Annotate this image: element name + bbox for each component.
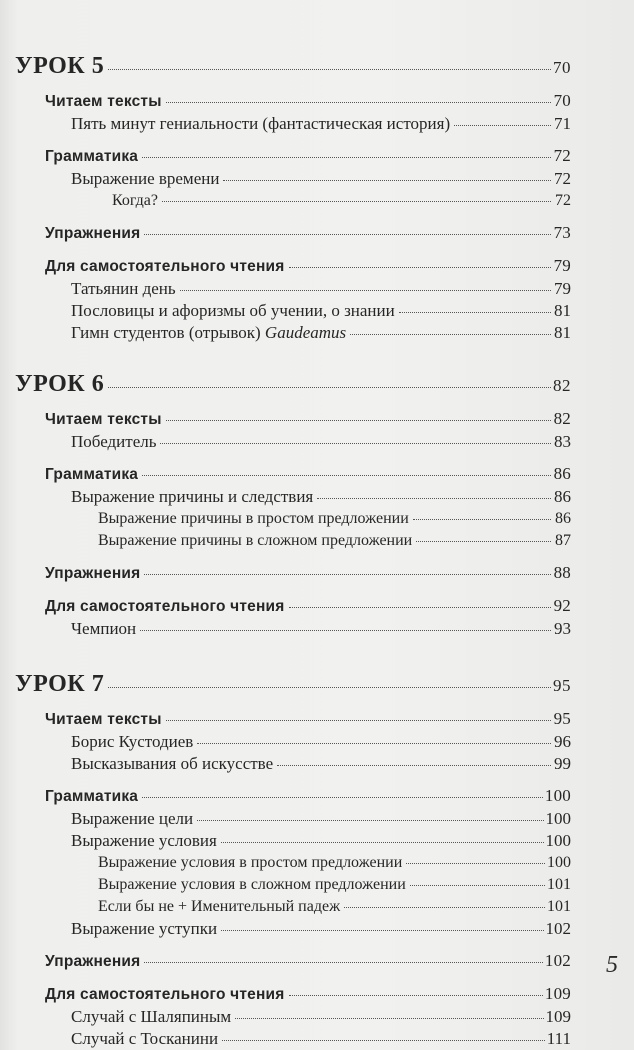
leader-dots bbox=[108, 69, 551, 70]
page-ref: 82 bbox=[553, 409, 571, 428]
item-title: Выражение условия в простом предложении bbox=[98, 854, 403, 871]
leader-dots bbox=[223, 180, 551, 181]
leader-dots bbox=[416, 541, 551, 542]
page-ref: 72 bbox=[555, 192, 571, 209]
page-ref: 79 bbox=[554, 279, 571, 298]
item-title-text: Гимн студентов (отрывок) bbox=[71, 323, 261, 342]
toc-subitem bbox=[15, 852, 571, 874]
toc-section bbox=[15, 222, 571, 245]
item-title: Если бы не + Именительный падеж bbox=[98, 898, 341, 915]
lesson-title: УРОК 7 bbox=[15, 671, 105, 697]
leader-dots bbox=[162, 201, 551, 202]
page-ref: 70 bbox=[553, 58, 571, 77]
section-title: Читаем тексты bbox=[45, 411, 162, 428]
leader-dots bbox=[289, 267, 552, 268]
toc-section bbox=[15, 408, 571, 431]
leader-dots bbox=[166, 102, 551, 103]
page-ref: 100 bbox=[544, 786, 571, 805]
toc-section bbox=[15, 708, 571, 731]
toc-section bbox=[15, 145, 571, 168]
toc-section bbox=[15, 950, 571, 973]
toc-section bbox=[15, 562, 571, 585]
page-ref: 86 bbox=[553, 464, 571, 483]
lesson-title: УРОК 5 bbox=[15, 53, 105, 79]
toc-lesson-heading bbox=[15, 670, 571, 700]
toc-item bbox=[15, 168, 571, 190]
toc-subitem bbox=[15, 896, 571, 918]
section-title: Упражнения bbox=[45, 953, 141, 970]
leader-dots bbox=[317, 498, 551, 499]
toc-subitem bbox=[15, 530, 571, 552]
leader-dots bbox=[399, 312, 551, 313]
leader-dots bbox=[142, 797, 543, 798]
leader-dots bbox=[410, 885, 545, 886]
page-ref: 100 bbox=[545, 809, 571, 828]
leader-dots bbox=[454, 125, 551, 126]
leader-dots bbox=[197, 743, 551, 744]
page-ref: 72 bbox=[553, 146, 571, 165]
toc-subitem bbox=[15, 874, 571, 896]
toc-item bbox=[15, 1028, 571, 1050]
toc-item bbox=[15, 808, 571, 830]
toc-item bbox=[15, 278, 571, 300]
page-ref: 79 bbox=[553, 256, 571, 275]
item-title: Выражение причины в сложном предложении bbox=[98, 532, 413, 549]
item-title: Борис Кустодиев bbox=[71, 732, 194, 751]
item-title: Случай с Тосканини bbox=[71, 1029, 219, 1048]
page-ref: 81 bbox=[554, 323, 571, 342]
toc-item bbox=[15, 918, 571, 940]
leader-dots bbox=[166, 720, 551, 721]
leader-dots bbox=[142, 475, 551, 476]
toc-lesson-heading bbox=[15, 370, 571, 400]
page-ref: 73 bbox=[553, 223, 571, 242]
toc-subitem bbox=[15, 508, 571, 530]
page-ref: 96 bbox=[554, 732, 571, 751]
leader-dots bbox=[221, 930, 543, 931]
lesson-5-block bbox=[15, 52, 571, 344]
page-ref: 102 bbox=[545, 919, 571, 938]
toc-section bbox=[15, 785, 571, 808]
page-ref: 111 bbox=[546, 1029, 571, 1048]
leader-dots bbox=[180, 290, 551, 291]
item-title: Выражение уступки bbox=[71, 919, 218, 938]
page-ref: 86 bbox=[554, 487, 571, 506]
toc-item bbox=[15, 618, 571, 640]
section-title: Упражнения bbox=[45, 565, 141, 582]
leader-dots bbox=[140, 630, 551, 631]
leader-dots bbox=[344, 907, 545, 908]
leader-dots bbox=[235, 1018, 543, 1019]
page-ref: 82 bbox=[553, 376, 571, 395]
page-ref: 95 bbox=[553, 709, 571, 728]
page-ref: 70 bbox=[553, 91, 571, 110]
toc-item bbox=[15, 322, 571, 344]
section-title: Грамматика bbox=[45, 788, 139, 805]
page-ref: 81 bbox=[554, 301, 571, 320]
leader-dots bbox=[221, 842, 544, 843]
item-title: Чемпион bbox=[71, 619, 137, 638]
toc-item bbox=[15, 753, 571, 775]
page-ref: 99 bbox=[554, 754, 571, 773]
section-title: Для самостоятельного чтения bbox=[45, 598, 285, 615]
section-title: Читаем тексты bbox=[45, 93, 162, 110]
toc-item bbox=[15, 113, 571, 135]
leader-dots bbox=[277, 765, 551, 766]
section-title: Грамматика bbox=[45, 466, 139, 483]
page-ref: 101 bbox=[547, 898, 571, 915]
leader-dots bbox=[413, 519, 551, 520]
item-title: Случай с Шаляпиным bbox=[71, 1007, 232, 1026]
leader-dots bbox=[222, 1040, 545, 1041]
item-title: Высказывания об искусстве bbox=[71, 754, 274, 773]
item-title: Когда? bbox=[112, 192, 158, 209]
item-title: Выражение причины в простом предложении bbox=[98, 510, 409, 527]
item-title: Пять минут гениальности (фантастическая история) bbox=[71, 114, 451, 133]
toc-section bbox=[15, 983, 571, 1006]
section-title: Читаем тексты bbox=[45, 711, 162, 728]
leader-dots bbox=[406, 863, 545, 864]
lesson-6-block bbox=[15, 370, 571, 640]
toc-item bbox=[15, 486, 571, 508]
lesson-7-block bbox=[15, 670, 571, 1050]
page-ref: 109 bbox=[544, 984, 571, 1003]
item-title: Татьянин день bbox=[71, 279, 176, 298]
toc-item bbox=[15, 1006, 571, 1028]
toc-subitem bbox=[15, 190, 571, 212]
leader-dots bbox=[144, 234, 551, 235]
page-ref: 88 bbox=[553, 563, 571, 582]
item-title bbox=[71, 322, 348, 344]
page-ref: 100 bbox=[547, 854, 571, 871]
page-ref: 100 bbox=[545, 831, 571, 850]
leader-dots bbox=[144, 574, 551, 575]
leader-dots bbox=[197, 820, 543, 821]
page-ref: 95 bbox=[553, 676, 571, 695]
leader-dots bbox=[144, 962, 542, 963]
page-ref: 101 bbox=[547, 876, 571, 893]
leader-dots bbox=[142, 157, 551, 158]
page-ref: 72 bbox=[554, 169, 571, 188]
toc-item bbox=[15, 830, 571, 852]
item-title: Выражение условия в сложном предложении bbox=[98, 876, 406, 893]
toc-section bbox=[15, 463, 571, 486]
toc-item bbox=[15, 431, 571, 453]
table-of-contents bbox=[15, 52, 571, 1050]
leader-dots bbox=[289, 607, 552, 608]
toc-section bbox=[15, 595, 571, 618]
item-title: Выражение времени bbox=[71, 169, 220, 188]
page-ref: 87 bbox=[555, 532, 571, 549]
item-title: Пословицы и афоризмы об учении, о знании bbox=[71, 301, 395, 320]
item-title: Выражение цели bbox=[71, 809, 194, 828]
page-ref: 86 bbox=[555, 510, 571, 527]
section-title: Упражнения bbox=[45, 225, 141, 242]
page-ref: 83 bbox=[554, 432, 571, 451]
item-title-italic: Gaudeamus bbox=[264, 323, 347, 342]
leader-dots bbox=[166, 420, 551, 421]
section-title: Грамматика bbox=[45, 148, 139, 165]
section-title: Для самостоятельного чтения bbox=[45, 986, 285, 1003]
page-ref: 71 bbox=[554, 114, 571, 133]
page-ref: 102 bbox=[544, 951, 571, 970]
page-ref: 109 bbox=[545, 1007, 571, 1026]
leader-dots bbox=[108, 687, 551, 688]
leader-dots bbox=[108, 387, 551, 388]
item-title: Выражение причины и следствия bbox=[71, 487, 314, 506]
item-title: Победитель bbox=[71, 432, 157, 451]
section-title: Для самостоятельного чтения bbox=[45, 258, 285, 275]
lesson-title: УРОК 6 bbox=[15, 371, 105, 397]
page-ref: 93 bbox=[554, 619, 571, 638]
leader-dots bbox=[350, 334, 551, 335]
toc-item bbox=[15, 731, 571, 753]
leader-dots bbox=[160, 443, 551, 444]
item-title: Выражение условия bbox=[71, 831, 217, 850]
leader-dots bbox=[289, 995, 543, 996]
page-ref: 92 bbox=[553, 596, 571, 615]
toc-lesson-heading bbox=[15, 52, 571, 82]
toc-item bbox=[15, 300, 571, 322]
toc-section bbox=[15, 90, 571, 113]
toc-section bbox=[15, 255, 571, 278]
page-number: 5 bbox=[606, 952, 618, 978]
